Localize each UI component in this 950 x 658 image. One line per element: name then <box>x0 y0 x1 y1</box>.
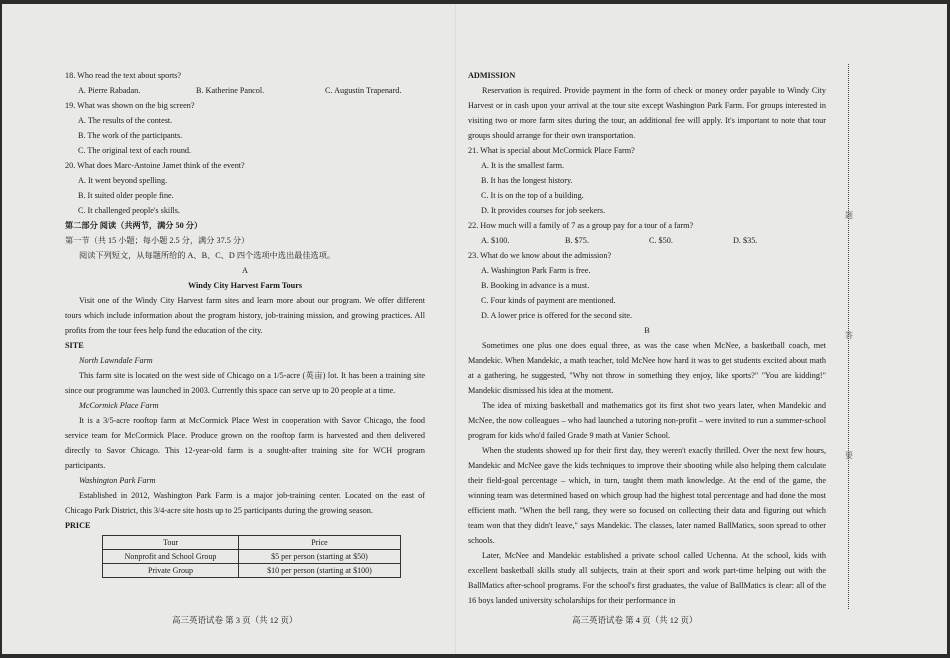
option: B. Booking in advance is a must. <box>481 281 590 290</box>
site-name: McCormick Place Farm <box>79 401 159 410</box>
passage-letter: B <box>644 326 650 335</box>
site-heading: SITE <box>65 341 84 350</box>
option: B. It suited older people fine. <box>78 191 174 200</box>
option: A. It is the smallest farm. <box>481 161 564 170</box>
page-fold <box>455 4 456 654</box>
price-table <box>102 535 401 578</box>
site-description: Established in 2012, Washington Park Farm is a major job-training center. Located on the east of Chicago Park District, this 3/4-acre site hosts up to 25 participants during the growing season. <box>65 491 425 515</box>
question-22: 22. How much will a family of 7 as a group pay for a tour of a farm? <box>468 221 694 230</box>
option: B. The work of the participants. <box>78 131 183 140</box>
passage-paragraph: Sometimes one plus one does equal three, as was the case when McNee, a basketball coach, met Mandekic. When Mandekic, a math teacher, told McNee how hard it was to get students excited about math at a gathering, he suggested, "Why not throw in something they enjoy, like sports?" "You are kidding!" Mandekic dismissed his idea at the moment. <box>468 341 826 395</box>
page-footer-left: 高三英语试卷 第 3 页（共 12 页） <box>172 615 298 625</box>
option: B. $75. <box>565 236 589 245</box>
passage-paragraph: Later, McNee and Mandekic established a private school called Uchenna. At the school, kids with excellent basketball skills study all subjects, train at their sport and work part-time helping out with the BallMatics after-school programs. For the school's first graduates, the value of BallMatics is clear: all of the 16 boys landed university scholarships for their performance in <box>468 551 826 605</box>
option: B. It has the longest history. <box>481 176 573 185</box>
table-cell: Private Group <box>103 564 239 578</box>
table-row <box>103 550 401 564</box>
left-page <box>65 68 425 578</box>
site-description: It is a 3/5-acre rooftop farm at McCormick Place West in cooperation with Savor Chicago, the food service team for McCormick Place. Produce grown on the rooftop farm is harvested and then delivered directly to Savor Chicago. This 12-year-old farm is a sought-after training site for WCH program participants. <box>65 416 425 470</box>
passage-title: Windy City Harvest Farm Tours <box>187 281 303 290</box>
table-header: Tour <box>103 536 239 550</box>
section-heading: 第一节（共 15 小题；每小题 2.5 分，满分 37.5 分） <box>65 236 250 245</box>
admission-heading: ADMISSION <box>468 71 516 80</box>
site-description: This farm site is located on the west side of Chicago on a 1/5-acre (英亩) lot. It has been a training site since our programme was launched in 2003. Currently this space can serve up to 20 people at a time. <box>65 371 425 395</box>
question-22-options <box>468 233 826 248</box>
table-header-row <box>103 536 401 550</box>
passage-paragraph: The idea of mixing basketball and mathematics got its first shot two years later, when Mandekic and McNee, the now colleagues – who had launched a tutoring non-profit – were invited to run a summer-school program for kids who'd failed Grade 9 math at Vanier School. <box>468 401 826 440</box>
option: C. The original text of each round. <box>78 146 192 155</box>
question-23: 23. What do we know about the admission? <box>468 251 612 260</box>
option: A. It went beyond spelling. <box>78 176 168 185</box>
admission-text: Reservation is required. Provide payment in the form of check or money order payable to Windy City Harvest or in cash upon your arrival at the tour site except Washington Park Farm. For groups interested in visiting two or more farm sites during the tour, an additional fee will apply. It's important to note that tour groups should arrange for their own transportation. <box>468 86 826 140</box>
option: C. Four kinds of payment are mentioned. <box>481 296 616 305</box>
part-heading: 第二部分 阅读（共两节，满分 50 分） <box>65 221 203 230</box>
question-21: 21. What is special about McCormick Place Farm? <box>468 146 635 155</box>
price-heading: PRICE <box>65 521 91 530</box>
site-name: North Lawndale Farm <box>79 356 153 365</box>
option: C. Augustin Trapenard. <box>325 86 402 95</box>
table-header: Price <box>239 536 401 550</box>
right-page <box>468 68 826 608</box>
table-row <box>103 564 401 578</box>
question-18: 18. Who read the text about sports? <box>65 71 182 80</box>
passage-paragraph: When the students showed up for their first day, they weren't exactly thrilled. Over the next few hours, Mandekic and McNee gave the kids techniques to improve their shooting while also helping them calculate their field-goal percentage – which, in turn, taught them math knowledge. At the end of the game, the winning team was determined based on which group had the highest total percentage and had done the most efficient math. "When the bell rang, they were so focused on collecting their data and figuring out which team won that they didn't leave," says Mandekic. The classes, later named BallMatics, soon spread to other schools. <box>468 446 826 545</box>
margin-char: 答 <box>845 331 853 340</box>
option: D. $35. <box>733 236 758 245</box>
table-cell: Nonprofit and School Group <box>103 550 239 564</box>
passage-intro: Visit one of the Windy City Harvest farm sites and learn more about our program. We offer different tours which include information about the program history, job-training mission, and growing practices. All profits from the tour fees help fund the education of the city. <box>65 296 425 335</box>
margin-char: 题 <box>845 211 853 220</box>
option: B. Katherine Pancol. <box>196 86 265 95</box>
page-footer-right: 高三英语试卷 第 4 页（共 12 页） <box>572 615 698 625</box>
question-19: 19. What was shown on the big screen? <box>65 101 195 110</box>
option: C. It challenged people's skills. <box>78 206 180 215</box>
option: A. $100. <box>481 236 510 245</box>
option: C. $50. <box>649 236 673 245</box>
instruction: 阅读下列短文，从每题所给的 A、B、C、D 四个选项中选出最佳选项。 <box>79 251 336 260</box>
question-18-options <box>65 83 425 98</box>
option: A. Pierre Rabadan. <box>78 86 141 95</box>
table-cell: $10 per person (starting at $100) <box>239 564 401 578</box>
table-cell: $5 per person (starting at $50) <box>239 550 401 564</box>
option: D. A lower price is offered for the second site. <box>481 311 633 320</box>
option: D. It provides courses for job seekers. <box>481 206 606 215</box>
passage-letter: A <box>242 266 248 275</box>
option: A. Washington Park Farm is free. <box>481 266 591 275</box>
question-20: 20. What does Marc-Antoine Jamet think of the event? <box>65 161 245 170</box>
margin-char: 要 <box>845 451 853 460</box>
site-name: Washington Park Farm <box>79 476 156 485</box>
option: A. The results of the contest. <box>78 116 173 125</box>
option: C. It is on the top of a building. <box>481 191 584 200</box>
exam-sheet <box>2 4 947 654</box>
